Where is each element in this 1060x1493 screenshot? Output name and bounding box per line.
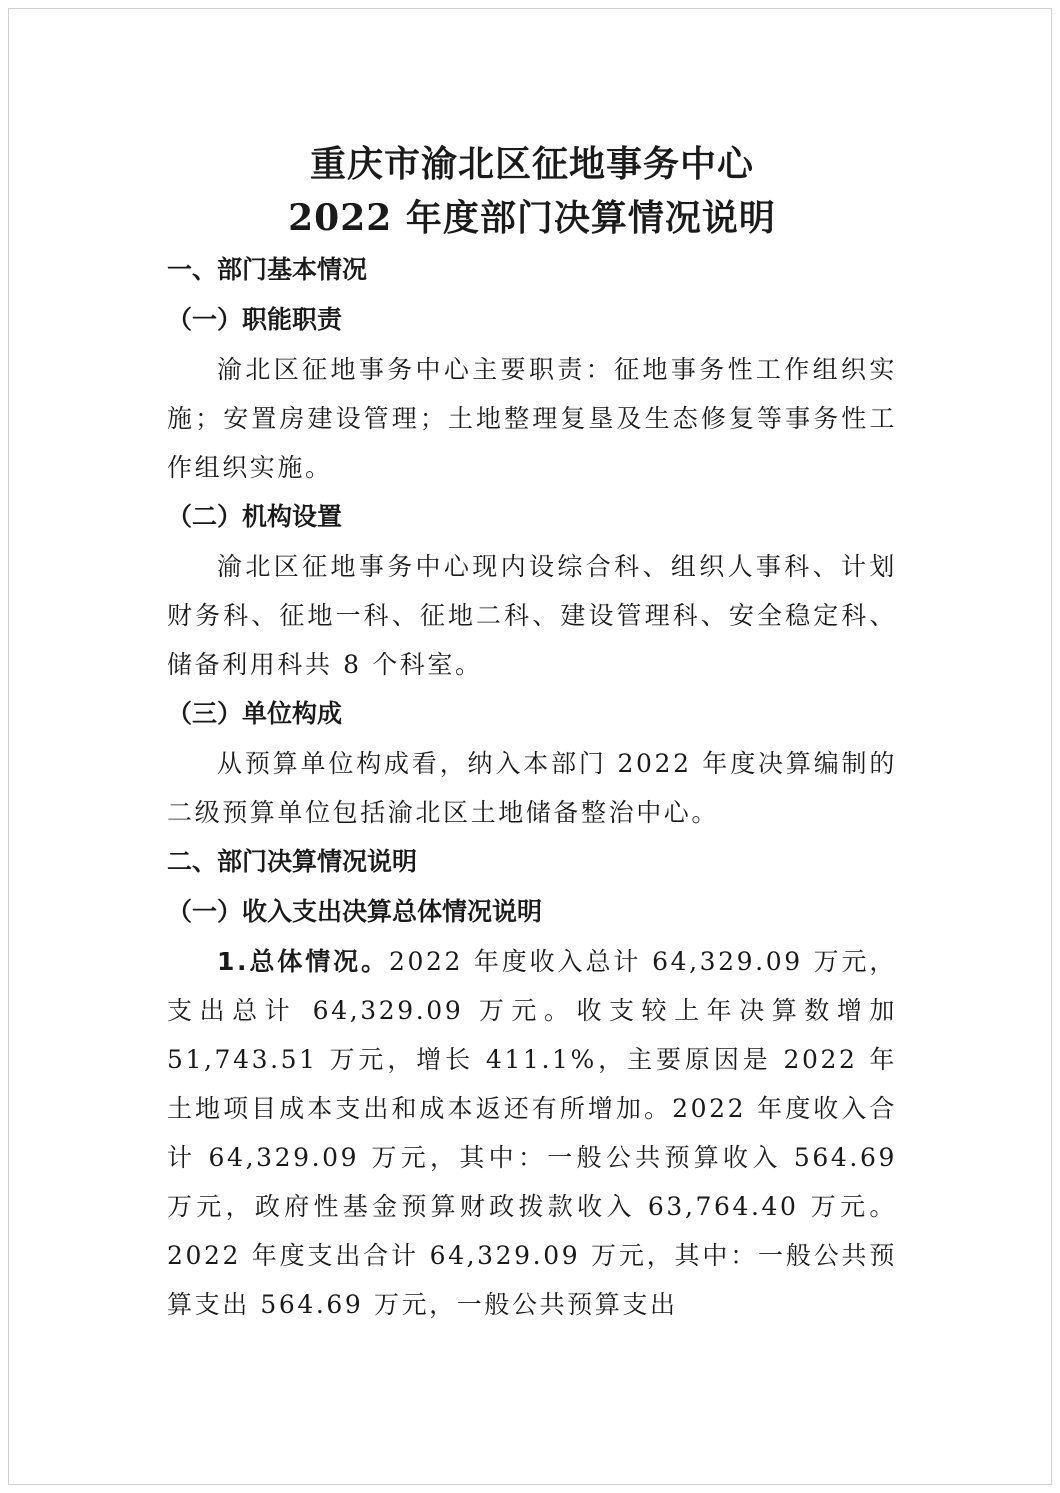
subsection-1-2-text: 渝北区征地事务中心现内设综合科、组织人事科、计划财务科、征地一科、征地二科、建设管理科、安全稳定科、储备利用科共 8 个科室。 bbox=[167, 552, 897, 679]
overall-text: 2022 年度收入总计 64,329.09 万元，支出总计 64,329.09 万元。收支较上年决算数增加 51,743.51 万元，增长 411.1%，主要原因是 2022 年土地项目成本支出和成本返还有所增加。2022 年度收入合计 64,329.09 万元，其中：一般公共预算收入 564.69 万元，政府性基金预算财政拨款收入 63,764.40 万元。2022 年度支出合计 64,329.09 万元，其中：一般公共预算支出 564.69 万元，一般公共预算支出 bbox=[167, 947, 898, 1319]
document-content bbox=[167, 137, 897, 1329]
subsection-1-1-text: 渝北区征地事务中心主要职责：征地事务性工作组织实施；安置房建设管理；土地整理复垦及生态修复等事务性工作组织实施。 bbox=[167, 355, 897, 482]
section-1-heading: 一、部门基本情况 bbox=[167, 255, 368, 284]
document-title bbox=[167, 137, 897, 245]
document-page bbox=[8, 8, 1052, 1485]
section-2-heading: 二、部门决算情况说明 bbox=[167, 847, 418, 876]
title-line-1: 重庆市渝北区征地事务中心 bbox=[309, 143, 754, 185]
subsection-1-3-heading: （三）单位构成 bbox=[167, 699, 343, 728]
subsection-1-2-heading: （二）机构设置 bbox=[167, 502, 343, 531]
subsection-1-3-text: 从预算单位构成看，纳入本部门 2022 年度决算编制的二级预算单位包括渝北区土地储备整治中心。 bbox=[167, 749, 897, 827]
title-line-2: 2022 年度部门决算情况说明 bbox=[288, 197, 776, 239]
overall-lead: 1.总体情况。 bbox=[217, 947, 389, 976]
subsection-2-1-heading: （一）收入支出决算总体情况说明 bbox=[167, 897, 543, 926]
subsection-1-1-heading: （一）职能职责 bbox=[167, 305, 343, 334]
subsection-2-1-paragraph bbox=[167, 937, 897, 1329]
